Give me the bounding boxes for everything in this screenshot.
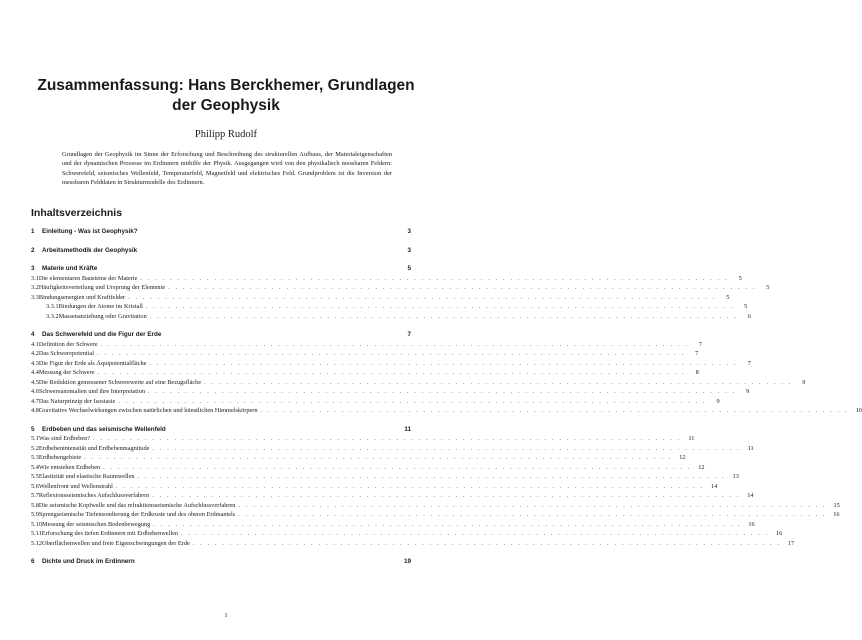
toc-entry-number: 5.9 [31, 511, 39, 518]
toc-entry-title: Dichte und Druck im Erdinnern [42, 558, 135, 565]
toc-entry-title: Messung der Schwere [38, 369, 95, 376]
toc-entry[interactable] [31, 378, 806, 389]
toc-entry[interactable] [31, 303, 748, 313]
toc-entry-number: 6 [31, 558, 35, 565]
toc-leader-dots: . . . . . . . . . . . . . . . . . . . . . . . . . . . . . . . . . . . . . . . . . . . . . . . . . . . . . . . . . . . . . . . . . . . . . . . . . . . . . . . . [145, 304, 735, 310]
toc-entry-page: 7 [698, 340, 702, 348]
toc-entry-number: 2 [31, 246, 35, 254]
toc-entry[interactable] [31, 444, 754, 455]
toc-leader-dots: . . . . . . . . . . . . . . . . . . . . . . . . . . . . . . . . . . . . . . . . . . . . . . . . . . . . . . . . . . . . . . . . . . . . . . . . . . . . . . . . [181, 531, 770, 537]
table-of-contents [31, 228, 862, 568]
toc-entry-title: Das Schwerepotential [38, 350, 94, 357]
toc-entry-page: 9 [716, 397, 720, 405]
toc-leader-dots: . . . . . . . . . . . . . . . . . . . . . . . . . . . . . . . . . . . . . . . . . . . . . . . . . . . . . . . . . . . . . . . . . . . . . . . . . . . . . . . . [140, 275, 729, 282]
toc-entry[interactable] [31, 359, 751, 370]
toc-leader-dots: . . . . . . . . . . . . . . . . . . . . . . . . . . . . . . . . . . . . . . . . . . . . . . . . . . . . . . . . . . . . . . . . . . . . . . . . . . . . . . . . [137, 474, 726, 480]
toc-entry-title: Elastizität und elastische Raumwellen [38, 473, 135, 480]
abstract: Grundlagen der Geophysik im Sinne der Erforschung und Beschreibung des strukturellen Aufbaus, der Materialeigenschaften und der dynamischen Prozesse im Erdinnern mithilfe der Physik. Ausgegangen wird von den physikalisch messbaren Feldern: Schwerefeld, seismisches Wellenfeld, Temperaturfeld, Magnetfeld und elektrisches Feld. Grundproblem ist die Inversion der messbaren Felddaten in Strukturmodelle des Erdinnern. [62, 151, 392, 186]
toc-entry-page: 16 [776, 530, 783, 537]
toc-entry-page: 5 [738, 274, 742, 282]
toc-entry-page: 8 [695, 369, 699, 376]
toc-entry[interactable] [31, 530, 783, 540]
toc-entry-page: 3 [407, 228, 411, 235]
toc-entry[interactable] [31, 482, 718, 493]
toc-entry-number: 5.7 [31, 492, 39, 499]
toc-entry-title: Materie und Kräfte [42, 265, 98, 272]
toc-entry-title: Erdbebengebiete [38, 454, 82, 461]
toc-entry-number: 4.5 [31, 378, 39, 386]
toc-entry-number: 5.12 [31, 539, 43, 547]
toc-entry-title: Erdbebenintensität und Erdbebenmagnitude [38, 444, 150, 452]
toc-entry-page: 11 [747, 444, 754, 452]
toc-leader-dots: . . . . . . . . . . . . . . . . . . . . . . . . . . . . . . . . . . . . . . . . . . . . . . . . . . . . . . . . . . . . . . . . . . . . . . . . . . . . . . . . [238, 502, 827, 509]
toc-leader-dots: . . . . . . . . . . . . . . . . . . . . . . . . . . . . . . . . . . . . . . . . . . . . . . . . . . . . . . . . . . . . . . . . . . . . . . . . . . . . . . . . [152, 493, 741, 499]
toc-entry[interactable] [31, 539, 795, 550]
toc-leader-dots: . . . . . . . . . . . . . . . . . . . . . . . . . . . . . . . . . . . . . . . . . . . . . . . . . . . . . . . . . . . . . . . . . . . . . . . . . . . . . . . . [103, 464, 692, 471]
toc-leader-dots: . . . . . . . . . . . . . . . . . . . . . . . . . . . . . . . . . . . . . . . . . . . . . . . . . . . . . . . . . . . . . . . . . . . . . . . . . . . . . . . . [96, 351, 686, 357]
toc-entry-number: 4.8 [31, 407, 39, 414]
toc-entry-number: 4.6 [31, 388, 39, 395]
toc-entry-number: 4 [31, 331, 35, 338]
toc-entry-number: 5.10 [31, 520, 43, 528]
toc-entry-page: 3 [407, 246, 411, 254]
title-line-1: Zusammenfassung: Hans Berckhemer, Grundlagen [37, 77, 415, 94]
toc-leader-dots: . . . . . . . . . . . . . . . . . . . . . . . . . . . . . . . . . . . . . . . . . . . . . . . . . . . . . . . . . . . . . . . . . . . . . . . . . . . . . . . . [152, 445, 741, 452]
author: Philipp Rudolf [194, 129, 258, 140]
toc-entry[interactable] [31, 454, 686, 464]
toc-leader-dots: . . . . . . . . . . . . . . . . . . . . . . . . . . . . . . . . . . . . . . . . . . . . . . . . . . . . . . . . . . . . . . . . . . . . . . . . . . . . . . . . [192, 540, 782, 547]
toc-entry-title: Was sind Erdbeben? [38, 435, 91, 442]
toc-leader-dots: . . . . . . . . . . . . . . . . . . . . . . . . . . . . . . . . . . . . . . . . . . . . . . . . . . . . . . . . . . . . . . . . . . . . . . . . . . . . . . . . [118, 398, 707, 405]
toc-entry[interactable] [31, 407, 862, 417]
toc-entry[interactable] [31, 284, 770, 294]
toc-leader-dots: . . . . . . . . . . . . . . . . . . . . . . . . . . . . . . . . . . . . . . . . . . . . . . . . . . . . . . . . . . . . . . . . . . . . . . . . . . . . . . . . [115, 483, 705, 490]
toc-entry[interactable] [31, 350, 699, 360]
toc-entry-number: 3.3 [31, 293, 39, 301]
toc-entry-number: 4.7 [31, 397, 39, 405]
page-number: 1 [224, 612, 228, 619]
toc-entry-page: 11 [688, 435, 695, 442]
toc-leader-dots: . . . . . . . . . . . . . . . . . . . . . . . . . . . . . . . . . . . . . . . . . . . . . . . . . . . . . . . . . . . . . . . . . . . . . . . . . . . . . . . . [93, 436, 682, 442]
toc-entry-number: 4.2 [31, 350, 39, 357]
toc-entry[interactable] [31, 426, 411, 436]
toc-leader-dots: . . . . . . . . . . . . . . . . . . . . . . . . . . . . . . . . . . . . . . . . . . . . . . . . . . . . . . . . . . . . . . . . . . . . . . . . . . . . . . . . [149, 313, 739, 320]
toc-entry-title: Bindungen der Atome im Kristall [58, 303, 143, 310]
toc-entry-number: 3 [31, 265, 35, 272]
toc-entry-title: Definition der Schwere [38, 340, 98, 348]
toc-entry-title: Wie entstehen Erdbeben [38, 463, 101, 471]
toc-entry-page: 9 [746, 388, 750, 395]
toc-entry[interactable] [31, 397, 720, 408]
toc-leader-dots: . . . . . . . . . . . . . . . . . . . . . . . . . . . . . . . . . . . . . . . . . . . . . . . . . . . . . . . . . . . . . . . . . . . . . . . . . . . . . . . . [148, 389, 737, 395]
toc-entry-number: 4.3 [31, 359, 39, 367]
toc-entry-page: 10 [855, 407, 862, 414]
toc-entry-number: 5.4 [31, 463, 39, 471]
toc-leader-dots: . . . . . . . . . . . . . . . . . . . . . . . . . . . . . . . . . . . . . . . . . . . . . . . . . . . . . . . . . . . . . . . . . . . . . . . . . . . . . . . . [168, 285, 757, 291]
toc-entry-number: 1 [31, 228, 35, 235]
toc-entry[interactable] [31, 492, 754, 502]
toc-entry-title: Sprengseismische Tiefensondierung der Erdkruste und des oberen Erdmantels [38, 511, 236, 518]
toc-entry-page: 7 [695, 350, 699, 357]
toc-leader-dots: . . . . . . . . . . . . . . . . . . . . . . . . . . . . . . . . . . . . . . . . . . . . . . . . . . . . . . . . . . . . . . . . . . . . . . . . . . . . . . . . [84, 455, 673, 461]
toc-entry-title: Schwereanomalien und ihre Interpretation [38, 388, 146, 395]
toc-entry-title: Erforschung des tiefen Erdinnern mit Erdbebenwellen [41, 530, 179, 537]
toc-entry-page: 16 [833, 511, 840, 518]
toc-entry[interactable] [31, 501, 840, 512]
toc-entry-page: 13 [732, 473, 739, 480]
toc-entry-number: 5.2 [31, 444, 39, 452]
toc-entry-page: 5 [744, 303, 748, 310]
toc-entry-number: 5.8 [31, 501, 39, 509]
toc-entry-number: 3.2 [31, 284, 39, 291]
toc-entry-title: Einleitung - Was ist Geophysik? [42, 228, 138, 235]
toc-entry[interactable] [31, 558, 411, 568]
toc-entry[interactable] [31, 511, 840, 521]
toc-entry-number: 3.1 [31, 274, 39, 282]
toc-entry-title: Die Reduktion gemessener Schwerewerte auf eine Bezugsfläche [38, 378, 202, 386]
toc-entry-number: 4.4 [31, 369, 39, 376]
toc-entry-page: 12 [698, 463, 705, 471]
toc-entry-number: 5 [31, 425, 35, 433]
toc-entry[interactable] [31, 435, 695, 445]
toc-entry-page: 7 [407, 331, 411, 338]
toc-entry-number: 5.11 [31, 530, 42, 537]
toc-entry-title: Häufigkeitsverteilung und Ursprung der Elemente [38, 284, 166, 291]
toc-entry-title: Die elementaren Bausteine der Materie [38, 274, 138, 282]
toc-leader-dots: . . . . . . . . . . . . . . . . . . . . . . . . . . . . . . . . . . . . . . . . . . . . . . . . . . . . . . . . . . . . . . . . . . . . . . . . . . . . . . . . [153, 521, 742, 528]
toc-entry-page: 15 [833, 501, 840, 509]
toc-entry[interactable] [31, 473, 739, 483]
toc-entry-title: Die seismische Kopfwelle und das refraktionsseismische Aufschlussverfahren [38, 501, 236, 509]
toc-leader-dots: . . . . . . . . . . . . . . . . . . . . . . . . . . . . . . . . . . . . . . . . . . . . . . . . . . . . . . . . . . . . . . . . . . . . . . . . . . . . . . . . [204, 379, 793, 386]
toc-entry[interactable] [31, 340, 702, 351]
toc-entry-page: 7 [747, 359, 751, 367]
toc-entry-title: Wellenfront und Wellenstrahl [38, 482, 113, 490]
toc-entry-page: 16 [748, 520, 755, 528]
toc-leader-dots: . . . . . . . . . . . . . . . . . . . . . . . . . . . . . . . . . . . . . . . . . . . . . . . . . . . . . . . . . . . . . . . . . . . . . . . . . . . . . . . . [100, 341, 689, 348]
toc-entry-number: 5.1 [31, 435, 39, 442]
toc-entry-title: Oberflächenwellen und freie Eigenschwingungen der Erde [42, 539, 190, 547]
toc-entry-title: Massenanziehung oder Gravitation [58, 312, 147, 320]
toc-entry-page: 11 [404, 425, 411, 433]
toc-entry-page: 5 [726, 293, 730, 301]
toc-entry[interactable] [31, 369, 699, 379]
toc-entry[interactable] [31, 520, 755, 531]
toc-leader-dots: . . . . . . . . . . . . . . . . . . . . . . . . . . . . . . . . . . . . . . . . . . . . . . . . . . . . . . . . . . . . . . . . . . . . . . . . . . . . . . . . [128, 294, 717, 301]
toc-entry-title: Reflexionsseismisches Aufschlussverfahren [38, 492, 150, 499]
toc-entry-number: 5.5 [31, 473, 39, 480]
toc-entry-title: Arbeitsmethodik der Geophysik [42, 246, 138, 254]
toc-entry-page: 14 [710, 482, 718, 490]
toc-entry-number: 3.3.2 [46, 312, 59, 320]
toc-entry-title: Das Naturprinzip der Isostasie [38, 397, 116, 405]
toc-entry-page: 12 [679, 454, 686, 461]
toc-entry-page: 6 [747, 312, 752, 320]
toc-entry[interactable] [31, 331, 411, 341]
toc-entry-title: Messung der seismischen Bodenbewegung [42, 520, 151, 528]
toc-entry[interactable] [31, 293, 730, 304]
toc-leader-dots: . . . . . . . . . . . . . . . . . . . . . . . . . . . . . . . . . . . . . . . . . . . . . . . . . . . . . . . . . . . . . . . . . . . . . . . . . . . . . . . . [260, 408, 849, 414]
toc-entry-page: 19 [403, 558, 411, 565]
toc-entry[interactable] [31, 312, 752, 323]
toc-entry[interactable] [31, 274, 742, 285]
toc-entry-page: 14 [747, 492, 754, 499]
toc-leader-dots: . . . . . . . . . . . . . . . . . . . . . . . . . . . . . . . . . . . . . . . . . . . . . . . . . . . . . . . . . . . . . . . . . . . . . . . . . . . . . . . . [97, 370, 686, 376]
toc-entry-number: 5.6 [31, 482, 39, 490]
toc-entry-title: Gravitative Wechselwirkungen zwischen natürlichen und künstlichen Himmelskörpern [38, 407, 258, 414]
toc-entry[interactable] [31, 388, 750, 398]
title-line-2: der Geophysik [172, 97, 280, 114]
toc-entry[interactable] [31, 228, 411, 238]
toc-entry-page: 5 [407, 265, 411, 272]
toc-leader-dots: . . . . . . . . . . . . . . . . . . . . . . . . . . . . . . . . . . . . . . . . . . . . . . . . . . . . . . . . . . . . . . . . . . . . . . . . . . . . . . . . [238, 512, 827, 518]
toc-entry-title: Das Schwerefeld und die Figur der Erde [42, 331, 162, 338]
toc-entry-title: Bindungsenergien und Kraftfelder [38, 293, 126, 301]
toc-entry[interactable] [31, 265, 411, 275]
toc-heading: Inhaltsverzeichnis [31, 207, 123, 219]
toc-entry-page: 9 [802, 378, 806, 386]
document-title [20, 76, 432, 116]
toc-entry-page: 5 [766, 284, 770, 291]
toc-entry-page: 17 [787, 539, 795, 547]
toc-entry[interactable] [31, 247, 411, 257]
toc-entry-title: Erdbeben und das seismische Wellenfeld [42, 425, 166, 433]
toc-entry-title: Die Figur der Erde als Äquipotentialfläche [38, 359, 147, 367]
toc-entry-number: 4.1 [31, 340, 39, 348]
toc-leader-dots: . . . . . . . . . . . . . . . . . . . . . . . . . . . . . . . . . . . . . . . . . . . . . . . . . . . . . . . . . . . . . . . . . . . . . . . . . . . . . . . . [149, 360, 738, 367]
toc-entry-number: 5.3 [31, 454, 39, 461]
toc-entry[interactable] [31, 463, 705, 474]
toc-entry-number: 3.3.1 [46, 303, 59, 310]
